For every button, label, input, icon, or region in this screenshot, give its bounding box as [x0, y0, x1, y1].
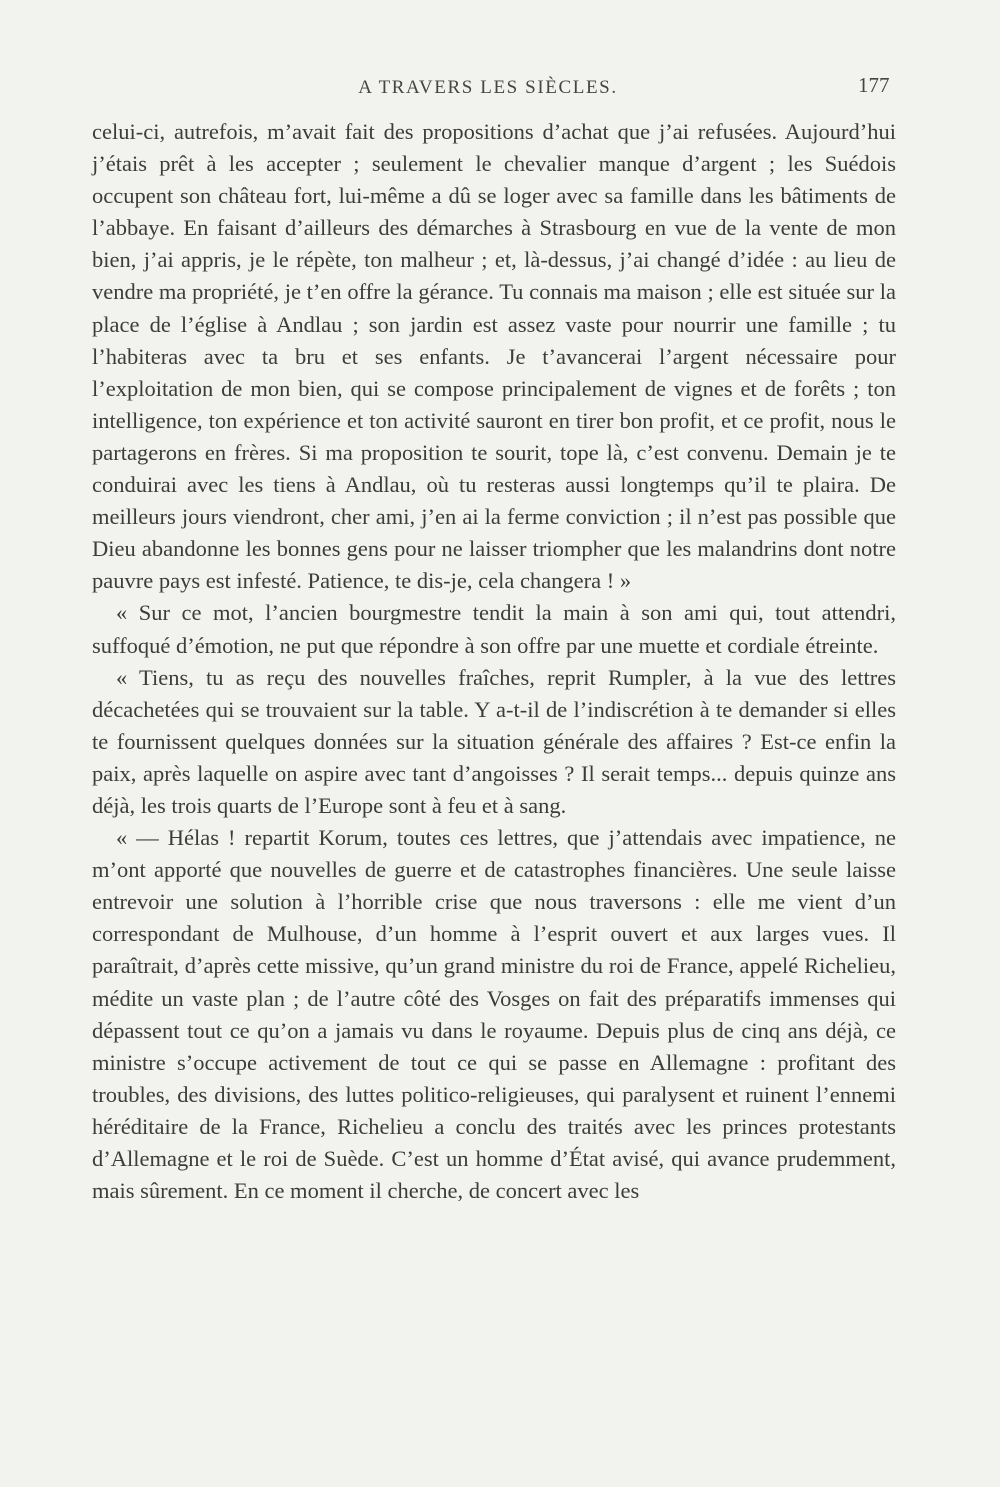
paragraph-korum: « — Hélas ! repartit Korum, toutes ces lettres, que j’attendais avec impatience, ne m’ont apporté que nouvelles de guerre et de catastrophes financières. Une seule laisse entrevoir une solution à l’horrible crise que nous traversons : elle me vient d’un correspondant de Mulhouse, d’un homme à l’esprit ouvert et aux larges vues. Il paraîtrait, d’après cette missive, qu’un grand ministre du roi de France, appelé Richelieu, médite un vaste plan ; de l’autre côté des Vosges on fait des préparatifs immenses qui dépassent tout ce qu’on a jamais vu dans le royaume. Depuis plus de cinq ans déjà, ce ministre s’occupe activement de tout ce qui se passe en Allemagne : profitant des troubles, des divisions, des luttes politico-religieuses, qui paralysent et ruinent l’ennemi héréditaire de la France, Richelieu a conclu des traités avec les princes protestants d’Allemagne et le roi de Suède. C’est un homme d’État avisé, qui avance prudemment, mais sûrement. En ce moment il cherche, de concert avec les [92, 825, 896, 1204]
page-number: 177 [858, 73, 890, 97]
running-header [0, 73, 1000, 103]
paragraph-rumpler: « Tiens, tu as reçu des nouvelles fraîches, reprit Rumpler, à la vue des lettres décachetées qui se trouvaient sur la table. Y a-t-il de l’indiscrétion à te demander si elles te fournissent quelques données sur la situation générale des affaires ? Est-ce enfin la paix, après laquelle on aspire avec tant d’angoisses ? Il serait temps... depuis quinze ans déjà, les trois quarts de l’Europe sont à feu et à sang. [92, 664, 896, 818]
body-text [92, 116, 896, 1207]
paragraph-continuation: celui-ci, autrefois, m’avait fait des propositions d’achat que j’ai refusées. Aujourd’hui j’étais prêt à les accepter ; seulement le chevalier manque d’argent ; les Suédois occupent son château fort, lui-même a dû se loger avec sa famille dans les bâtiments de l’abbaye. En faisant d’ailleurs des démarches à Strasbourg en vue de la vente de mon bien, j’ai appris, je le répète, ton malheur ; et, là-dessus, j’ai changé d’idée : au lieu de vendre ma propriété, je t’en offre la gérance. Tu connais ma maison ; elle est située sur la place de l’église à Andlau ; son jardin est assez vaste pour nourrir une famille ; tu l’habiteras avec ta bru et ses enfants. Je t’avancerai l’argent nécessaire pour l’exploitation de mon bien, qui se compose principalement de vignes et de forêts ; ton intelligence, ton expérience et ton activité sauront en tirer bon profit, et ce profit, nous le partagerons en frères. Si ma proposition te sourit, tope là, c’est convenu. Demain je te conduirai avec les tiens à Andlau, où tu resteras aussi longtemps qu’il te plaira. De meilleurs jours viendront, cher ami, j’en ai la ferme conviction ; il n’est pas possible que Dieu abandonne les bonnes gens pour ne laisser triompher que les malandrins dont notre pauvre pays est infesté. Patience, te dis-je, cela changera ! » [92, 119, 896, 594]
paragraph-bourgmestre: « Sur ce mot, l’ancien bourgmestre tendit la main à son ami qui, tout attendri, suffoqué d’émotion, ne put que répondre à son offre par une muette et cordiale étreinte. [92, 600, 896, 658]
running-title: A TRAVERS LES SIÈCLES. [358, 77, 618, 98]
